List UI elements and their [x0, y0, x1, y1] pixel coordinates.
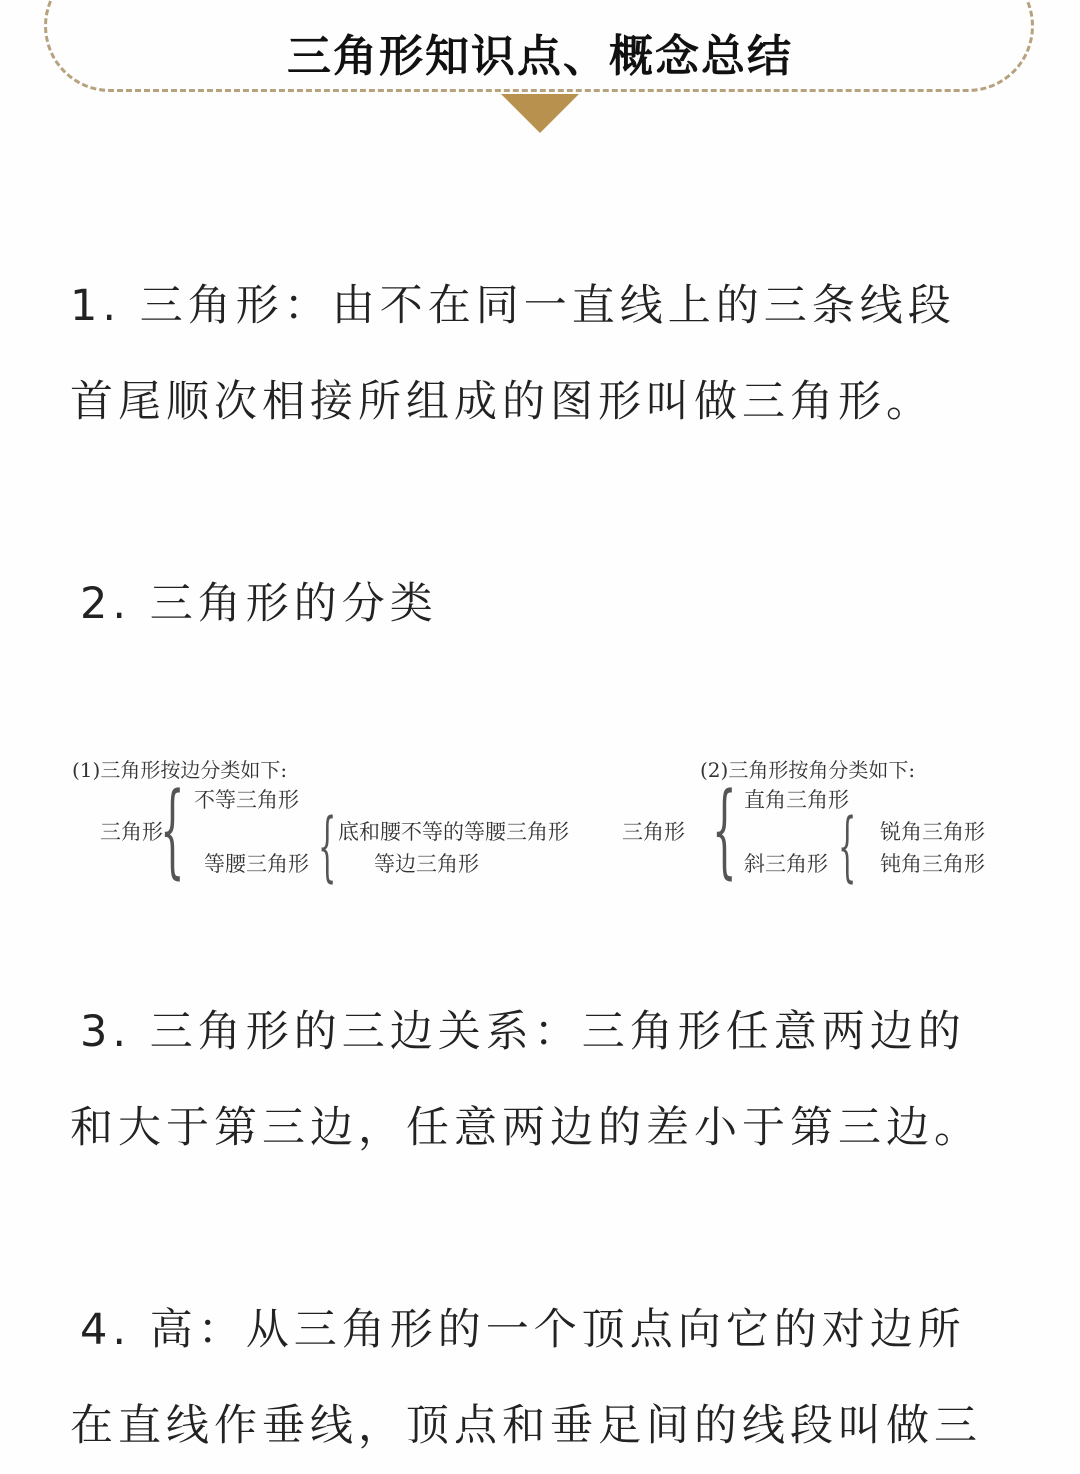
diagram-right: 直角三角形 — [744, 788, 849, 812]
section-3 — [70, 984, 1030, 1176]
brace-icon: { — [318, 801, 337, 890]
header-arrow-icon — [501, 94, 579, 133]
diagram-oblique: 斜三角形 — [744, 852, 828, 876]
section-2 — [80, 556, 1030, 652]
section-line: 三角形的分类 — [149, 579, 438, 629]
classification-diagram — [0, 740, 1080, 900]
section-line: 高：从三角形的一个顶点向它的对边所 — [149, 1305, 966, 1355]
diagram-scalene: 不等三角形 — [194, 788, 299, 812]
page-title: 三角形知识点、概念总结 — [287, 31, 793, 82]
diagram-isosceles-sub: 底和腰不等的等腰三角形 — [338, 820, 569, 844]
diagram-oblique-sub: 钝角三角形 — [880, 852, 985, 876]
section-number: 1. — [70, 281, 122, 331]
brace-icon: { — [712, 771, 737, 890]
diagram-root-angle: 三角形 — [622, 820, 685, 844]
section-line: 在直线作垂线，顶点和垂足间的线段叫做三 — [70, 1401, 982, 1451]
section-line: 三角形：由不在同一直线上的三条线段 — [139, 281, 956, 331]
section-line: 首尾顺次相接所组成的图形叫做三角形。 — [70, 377, 934, 427]
section-number: 4. — [80, 1305, 132, 1355]
section-number: 3. — [80, 1007, 132, 1057]
section-1 — [70, 258, 1020, 450]
section-line: 三角形的三边关系：三角形任意两边的 — [149, 1007, 966, 1057]
diagram-caption-angle: (2)三角形按角分类如下: — [700, 758, 916, 782]
diagram-caption-side: (1)三角形按边分类如下: — [72, 758, 288, 782]
brace-icon: { — [160, 771, 185, 890]
diagram-isosceles-sub: 等边三角形 — [374, 852, 479, 876]
brace-icon: { — [838, 801, 857, 890]
section-number: 2. — [80, 579, 132, 629]
section-4 — [70, 1282, 1030, 1474]
diagram-oblique-sub: 锐角三角形 — [880, 820, 985, 844]
diagram-root-side: 三角形 — [100, 820, 163, 844]
diagram-isosceles: 等腰三角形 — [204, 852, 309, 876]
section-line: 和大于第三边，任意两边的差小于第三边。 — [70, 1103, 982, 1153]
